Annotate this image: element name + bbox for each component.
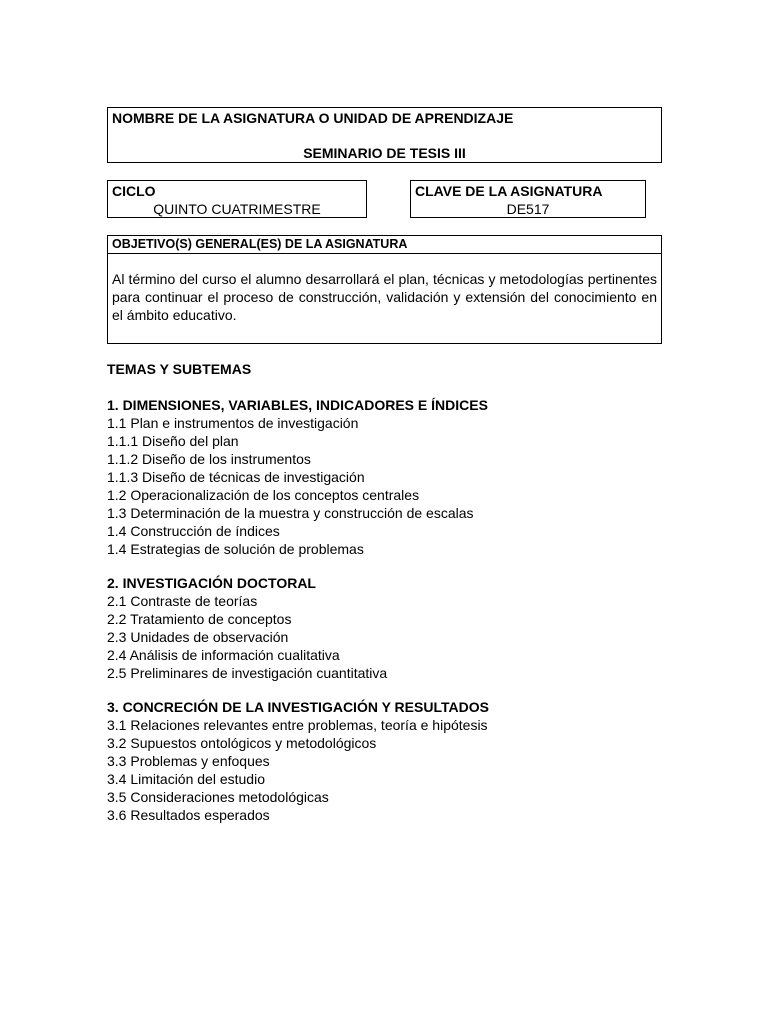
list-item: 3.2 Supuestos ontológicos y metodológicos <box>107 735 377 751</box>
list-item: 1.1 Plan e instrumentos de investigación <box>107 415 359 431</box>
objectives-label: OBJETIVO(S) GENERAL(ES) DE LA ASIGNATURA <box>108 236 661 254</box>
list-item: 2.3 Unidades de observación <box>107 629 289 645</box>
list-item: 2.1 Contraste de teorías <box>107 593 258 609</box>
subject-name-value: SEMINARIO DE TESIS III <box>303 145 466 161</box>
list-item: 1.2 Operacionalización de los conceptos centrales <box>107 487 420 503</box>
list-item: 1.3 Determinación de la muestra y construcción de escalas <box>107 505 474 521</box>
list-item: 1.4 Construcción de índices <box>107 523 280 539</box>
list-item: 3.1 Relaciones relevantes entre problemas, teoría e hipótesis <box>107 717 488 733</box>
list-item: 2.4 Análisis de información cualitativa <box>107 647 340 663</box>
cycle-label: CICLO <box>112 183 156 199</box>
section-title: 1. DIMENSIONES, VARIABLES, INDICADORES E ÍNDICES <box>107 397 488 413</box>
subject-code-label: CLAVE DE LA ASIGNATURA <box>415 183 603 199</box>
list-item: 3.6 Resultados esperados <box>107 807 270 823</box>
list-item: 2.5 Preliminares de investigación cuantitativa <box>107 665 388 681</box>
list-item: 1.1.2 Diseño de los instrumentos <box>107 451 311 467</box>
topics-content <box>107 360 667 824</box>
list-item: 1.1.3 Diseño de técnicas de investigación <box>107 469 365 485</box>
cycle-box <box>107 180 367 218</box>
list-item: 2.2 Tratamiento de conceptos <box>107 611 292 627</box>
subject-name-label: NOMBRE DE LA ASIGNATURA O UNIDAD DE APRENDIZAJE <box>112 110 514 126</box>
section <box>107 574 667 682</box>
list-item: 1.1.1 Diseño del plan <box>107 433 239 449</box>
section-title: 2. INVESTIGACIÓN DOCTORAL <box>107 575 316 591</box>
topics-heading: TEMAS Y SUBTEMAS <box>107 361 252 377</box>
section <box>107 396 667 558</box>
list-item: 3.3 Problemas y enfoques <box>107 753 270 769</box>
list-item: 1.4 Estrategias de solución de problemas <box>107 541 364 557</box>
section <box>107 698 667 824</box>
objectives-box <box>107 235 662 344</box>
subject-name-box <box>107 107 662 163</box>
subject-code-box <box>410 180 646 218</box>
section-title: 3. CONCRECIÓN DE LA INVESTIGACIÓN Y RESULTADOS <box>107 699 489 715</box>
cycle-value: QUINTO CUATRIMESTRE <box>153 201 321 217</box>
list-item: 3.5 Consideraciones metodológicas <box>107 789 329 805</box>
objectives-text: Al término del curso el alumno desarrollará el plan, técnicas y metodologías pertinentes para continuar el proceso de construcción, validación y extensión del conocimiento en el ámbito educativo. <box>112 271 657 323</box>
subject-code-value: DE517 <box>506 201 550 217</box>
list-item: 3.4 Limitación del estudio <box>107 771 265 787</box>
